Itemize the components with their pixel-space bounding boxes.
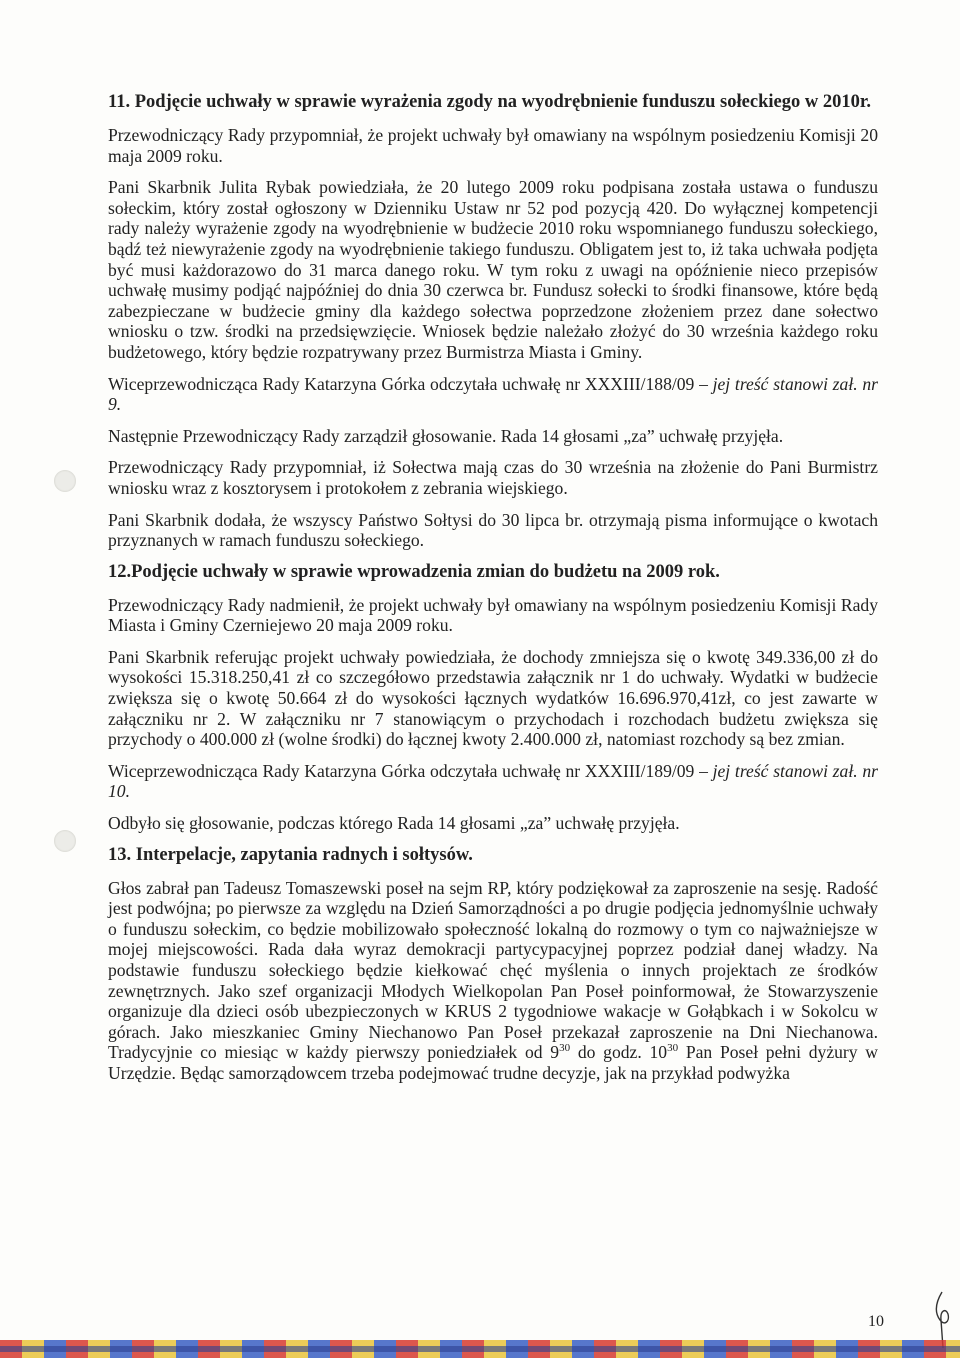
paragraph — [108, 761, 878, 802]
paragraph: Pani Skarbnik referując projekt uchwały powiedziała, że dochody zmniejsza się o kwotę 349.336,00 zł do wysokości 15.318.250,41 zł co szczegółowo przedstawia załącznik nr 1 do uchwały. Wydatki w budżecie zwiększa się o kwotę 50.664 zł do wysokości łącznych wydatków 16.696.970,41zł, co jest zawarte w załączniku nr 2. W załączniku nr 7 stanowiącym o przychodach i rozchodach budżetu zwiększa się przychody o 400.000 zł (wolne środki) do łącznej kwoty 2.400.000 zł, natomiast rozchody są bez zmian. — [108, 646, 878, 750]
paragraph-text: Pan Poseł pełni dyżury w Urzędzie. Będąc samorządowcem trzeba podejmować trudne decyzje, jak na przykład podwyżka — [108, 1042, 879, 1083]
paragraph: Odbyło się głosowanie, podczas którego Rada 14 głosami „za” uchwałę przyjęła. — [108, 813, 680, 834]
paragraph: Przewodniczący Rady nadmienił, że projekt uchwały był omawiany na wspólnym posiedzeniu Komisji Rady Miasta i Gminy Czerniejewo 20 maja 2009 roku. — [108, 594, 878, 636]
scan-edge-line — [0, 1346, 960, 1352]
paragraph — [108, 878, 878, 1084]
section-11-heading: 11. Podjęcie uchwały w sprawie wyrażenia zgody na wyodrębnienie funduszu sołeckiego w 2010r. — [108, 92, 871, 112]
attachment-note: jej treść stanowi zał. nr 9. — [108, 373, 878, 415]
page-number: 10 — [868, 1313, 884, 1330]
punch-hole — [54, 470, 76, 492]
superscript: 30 — [667, 1042, 679, 1055]
paragraph-text: Głos zabrał pan Tadeusz Tomaszewski poseł na sejm RP, który podziękował za zaproszenie na sesję. Radość jest podwójna; po pierwsze za względu na Dzień Samorządności a po drugie podjęcia jednomyślnie uchwały o funduszu sołeckim, co będzie mobilizowało społeczność lokalną do rozmowy o tym co najważniejsze w mojej miejscowości. Rada dała wyraz demokracji partycypacyjnej poprzez podział danej władzy. Na podstawie funduszu sołeckiego będzie kiełkować chęć myślenia o innych projektach ze środków zewnętrznych. Jako szef organizacji Młodych Wielkopolan Pan Poseł poinformował, że Stowarzyszenie organizuje dla dzieci osób ubezpieczonych w KRUS 2 tygodniowe wakacje w Gołąbkach i w Sokolcu w górach. Jako mieszkaniec Gminy Niechanowo Pan Poseł przekazał zaproszenie na Dni Niechanowa. Tradycyjnie co miesiąc w każdy pierwszy poniedziałek od 9 — [108, 877, 878, 1063]
paragraph: Pani Skarbnik Julita Rybak powiedziała, że 20 lutego 2009 roku podpisana została ustawa o funduszu sołeckim, który został ogłoszony w Dzienniku Ustaw nr 52 pod pozycją 420. Do wyłącznej kompetencji rady należy wyrażenie zgody na wyodrębnienie w budżecie 2010 roku wspomnianego funduszu sołeckiego, bądź też niewyrażenie zgody na wyodrębnienie takiego funduszu. Obligatem jest to, iż taka uchwała podjęta być musi każdorazowo do 31 marca danego roku. W tym roku z uwagi na opóźnienie nieco przepisów uchwałę musimy podjąć najpóźniej do dnia 30 czerwca br. Fundusz sołecki to środki finansowe, które będą zabezpieczane w budżecie gminy dla każdego sołectwa poprzedzone złożeniem przez dane sołectwo wniosku o tzw. środki na przedsięwzięcie. Wniosek będzie należało złożyć do 30 września każdego roku budżetowego, który będzie rozpatrywany przez Burmistrza Miasta i Gminy. — [108, 177, 878, 362]
paragraph-text: Wiceprzewodnicząca Rady Katarzyna Górka odczytała uchwałę nr XXXIII/189/09 – — [108, 760, 713, 781]
section-12-heading: 12.Podjęcie uchwały w sprawie wprowadzenia zmian do budżetu na 2009 rok. — [108, 561, 720, 582]
section-13-heading: 13. Interpelacje, zapytania radnych i sołtysów. — [108, 844, 473, 865]
attachment-note: jej treść stanowi zał. nr 10. — [108, 760, 878, 802]
paragraph: Przewodniczący Rady przypomniał, iż Sołectwa mają czas do 30 września na złożenie do Pani Burmistrz wniosku wraz z kosztorysem i protokołem z zebrania wiejskiego. — [108, 457, 878, 498]
paragraph-text: do godz. 10 — [570, 1042, 668, 1063]
document-page — [108, 92, 878, 1095]
paragraph-text: Wiceprzewodnicząca Rady Katarzyna Górka odczytała uchwałę nr XXXIII/188/09 – — [108, 373, 713, 394]
paragraph: Następnie Przewodniczący Rady zarządził głosowanie. Rada 14 głosami „za” uchwałę przyjęła. — [108, 425, 784, 446]
paragraph: Pani Skarbnik dodała, że wszyscy Państwo Sołtysi do 30 lipca br. otrzymają pisma informujące o kwotach przyznanych w ramach funduszu sołeckiego. — [108, 509, 878, 551]
superscript: 30 — [559, 1042, 571, 1055]
paragraph — [108, 374, 878, 415]
paragraph: Przewodniczący Rady przypomniał, że projekt uchwały był omawiany na wspólnym posiedzeniu Komisji 20 maja 2009 roku. — [108, 125, 878, 166]
punch-hole — [54, 830, 76, 852]
